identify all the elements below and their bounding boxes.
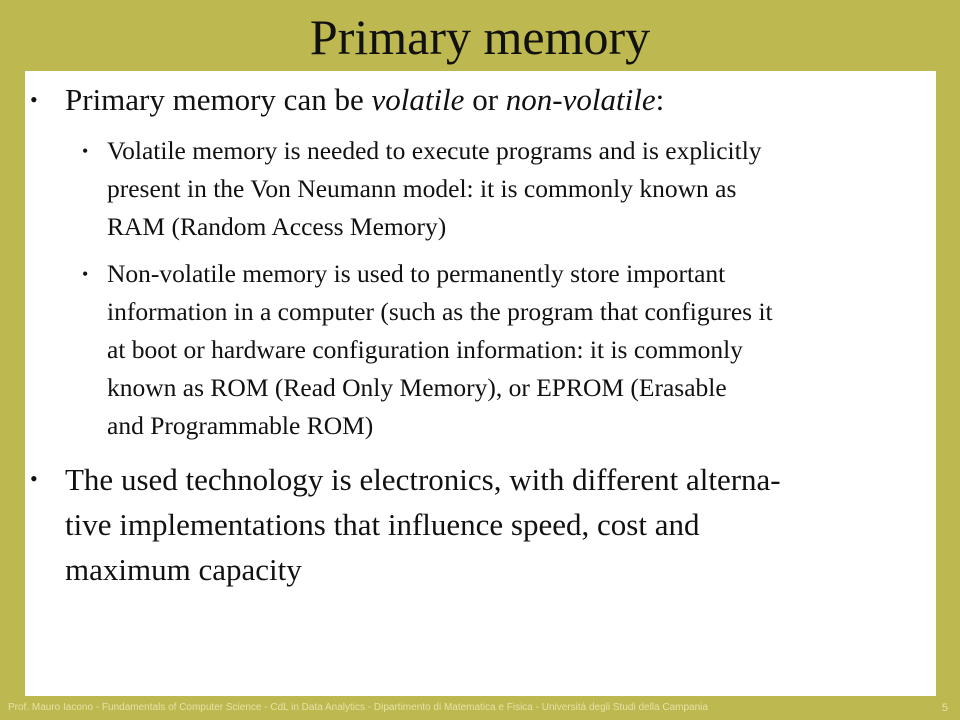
sub-bullet-2-line: at boot or hardware configuration information: it is commonly	[107, 335, 743, 364]
bullet-1-text-b: or	[464, 82, 506, 117]
slide-title: Primary memory	[309, 9, 651, 65]
bullet-2-text	[65, 457, 925, 592]
bullet-2-line: The used technology is electronics, with different alterna-	[65, 462, 781, 497]
sub-bullet-2-line: known as ROM (Read Only Memory), or EPROM (Erasable	[107, 373, 727, 402]
sub-bullet-1-line: present in the Von Neumann model: it is commonly known as	[107, 174, 737, 203]
footer-text: Prof. Mauro Iacono - Fundamentals of Computer Science - CdL in Data Analytics - Dipartimento di Matematica e Fisica - Università degli Studi della Campania	[8, 702, 708, 713]
bullet-1-text	[65, 77, 925, 122]
sub-bullet-2-text	[107, 255, 937, 445]
bullet-icon: •	[30, 87, 38, 112]
sub-bullet-1-text	[107, 132, 937, 246]
bullet-2-line: tive implementations that influence speed, cost and	[65, 507, 700, 542]
sub-bullet-icon: •	[82, 141, 89, 161]
sub-bullet-1-line: RAM (Random Access Memory)	[107, 212, 447, 241]
bullet-1-text-a: Primary memory can be	[65, 82, 372, 117]
bullet-1-em-non-volatile: non-volatile	[505, 82, 656, 117]
bullet-1-text-c: :	[655, 82, 665, 117]
sub-bullet-2-line: and Programmable ROM)	[107, 411, 374, 440]
bullet-icon: •	[30, 466, 38, 491]
page-number: 5	[941, 702, 948, 714]
sub-bullet-2-line: Non-volatile memory is used to permanently store important	[107, 259, 726, 288]
sub-bullet-1-line: Volatile memory is needed to execute programs and is explicitly	[107, 136, 762, 165]
sub-bullet-icon: •	[82, 264, 89, 284]
sub-bullet-2-line: information in a computer (such as the program that configures it	[107, 297, 773, 326]
bullet-2-line: maximum capacity	[65, 552, 302, 587]
slide-content	[25, 71, 936, 696]
bullet-1-em-volatile: volatile	[371, 82, 465, 117]
